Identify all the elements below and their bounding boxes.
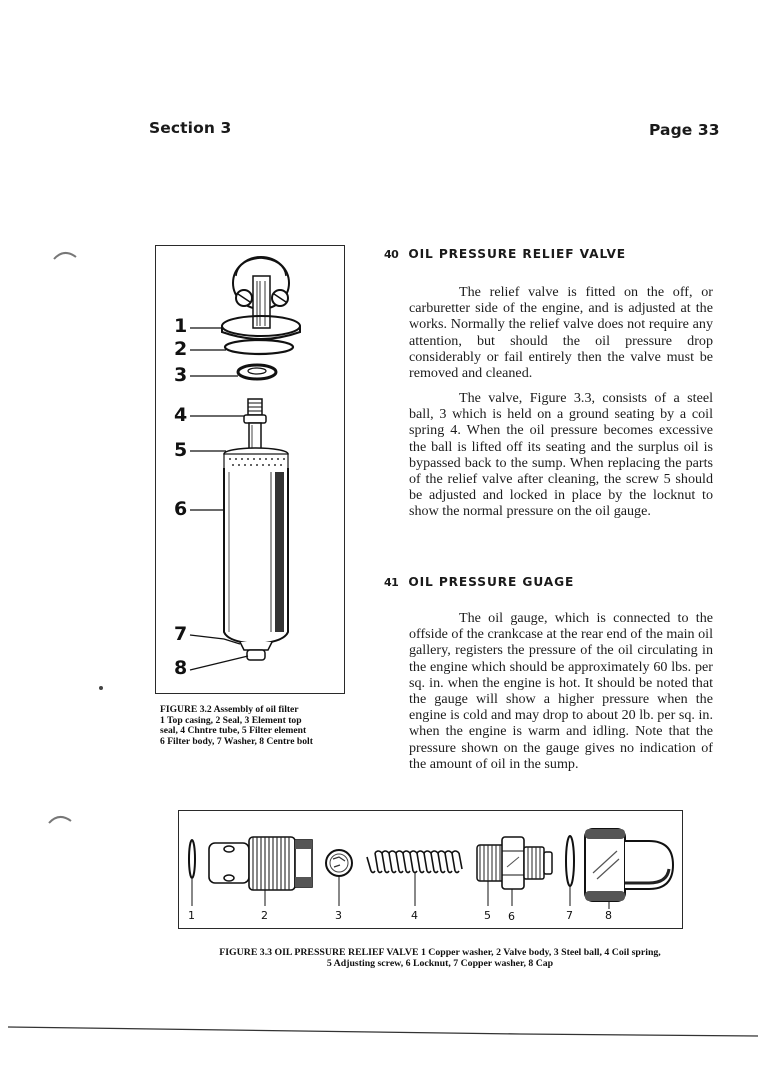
paragraph-text: The oil gauge, which is connected to the offside of the crankcase at the rear end of the main oil gallery, registers the pressure of the oil circulating in the engine which should be approximately 60 lbs. per sq. in. when the engine is hot. It should be noted that the gauge will show a higher pressure when the engine is cold and may drop to about 20 lb. per sq. in. when the engine is warm and idling. Note that the pressure shown on the gauge gives no indication of the amount of oil in the sump. xyxy=(409,610,713,772)
section-title: OIL PRESSURE RELIEF VALVE xyxy=(408,247,626,261)
callout-6: 6 xyxy=(174,498,188,520)
page-number: Page 33 xyxy=(649,121,720,139)
callout-4: 4 xyxy=(411,909,418,922)
caption-line: 1 Top casing, 2 Seal, 3 Element top xyxy=(160,714,302,726)
callout-8: 8 xyxy=(605,909,612,922)
figure-3-3-caption xyxy=(160,947,720,969)
section-40-paragraph-1 xyxy=(409,284,713,381)
paragraph-text: The valve, Figure 3.3, consists of a steel ball, 3 which is held on a ground seating by a coil spring 4. When the oil pressure becomes excessive the ball is lifted off its seating and the surplus oil is bypassed back to the sump. When replacing the parts of the relief valve after cleaning, the screw 5 should be adjusted and locked in place by the locknut to show the normal pressure on the oil gauge. xyxy=(409,390,713,520)
callout-8: 8 xyxy=(174,657,188,679)
margin-mark-icon xyxy=(50,248,80,262)
paragraph-text: The relief valve is fitted on the off, or carburetter side of the engine, and is adjusted at the works. Normally the relief valve does not require any attention, but should the oil pressure drop considerably or fail entirely then the valve must be removed and cleaned. xyxy=(409,284,713,382)
section-40-paragraph-2 xyxy=(409,390,713,520)
callout-5: 5 xyxy=(484,909,491,922)
caption-line: 5 Adjusting screw, 6 Locknut, 7 Copper washer, 8 Cap xyxy=(326,958,554,969)
section-label: Section 3 xyxy=(149,119,232,137)
section-40-heading xyxy=(384,247,626,261)
callout-7: 7 xyxy=(566,909,573,922)
callout-2: 2 xyxy=(174,338,188,360)
callout-7: 7 xyxy=(174,623,188,645)
caption-line: 6 Filter body, 7 Washer, 8 Centre bolt xyxy=(160,735,313,747)
callout-3: 3 xyxy=(174,364,188,386)
callout-1: 1 xyxy=(174,315,188,337)
callout-1: 1 xyxy=(188,909,195,922)
callout-4: 4 xyxy=(174,404,188,426)
callout-2: 2 xyxy=(261,909,268,922)
caption-line: FIGURE 3.2 Assembly of oil filter xyxy=(160,704,299,715)
margin-dot xyxy=(99,686,103,690)
margin-mark-icon xyxy=(46,812,76,826)
callout-3: 3 xyxy=(335,909,342,922)
figure-3-3 xyxy=(178,810,683,929)
section-title: OIL PRESSURE GUAGE xyxy=(408,575,575,589)
caption-line: FIGURE 3.3 OIL PRESSURE RELIEF VALVE 1 Copper washer, 2 Valve body, 3 Steel ball, 4 Coil spring, xyxy=(219,947,661,958)
section-41-heading xyxy=(384,575,574,589)
callout-6: 6 xyxy=(508,910,515,923)
figure-3-2-caption xyxy=(160,705,350,747)
section-number: 41 xyxy=(384,576,399,589)
figure-3-2 xyxy=(155,245,345,694)
caption-line: seal, 4 Chntre tube, 5 Filter element xyxy=(160,725,307,737)
bottom-rule xyxy=(0,1010,768,1040)
section-number: 40 xyxy=(384,248,399,261)
section-41-paragraph-1 xyxy=(409,610,713,772)
callout-5: 5 xyxy=(174,439,188,461)
